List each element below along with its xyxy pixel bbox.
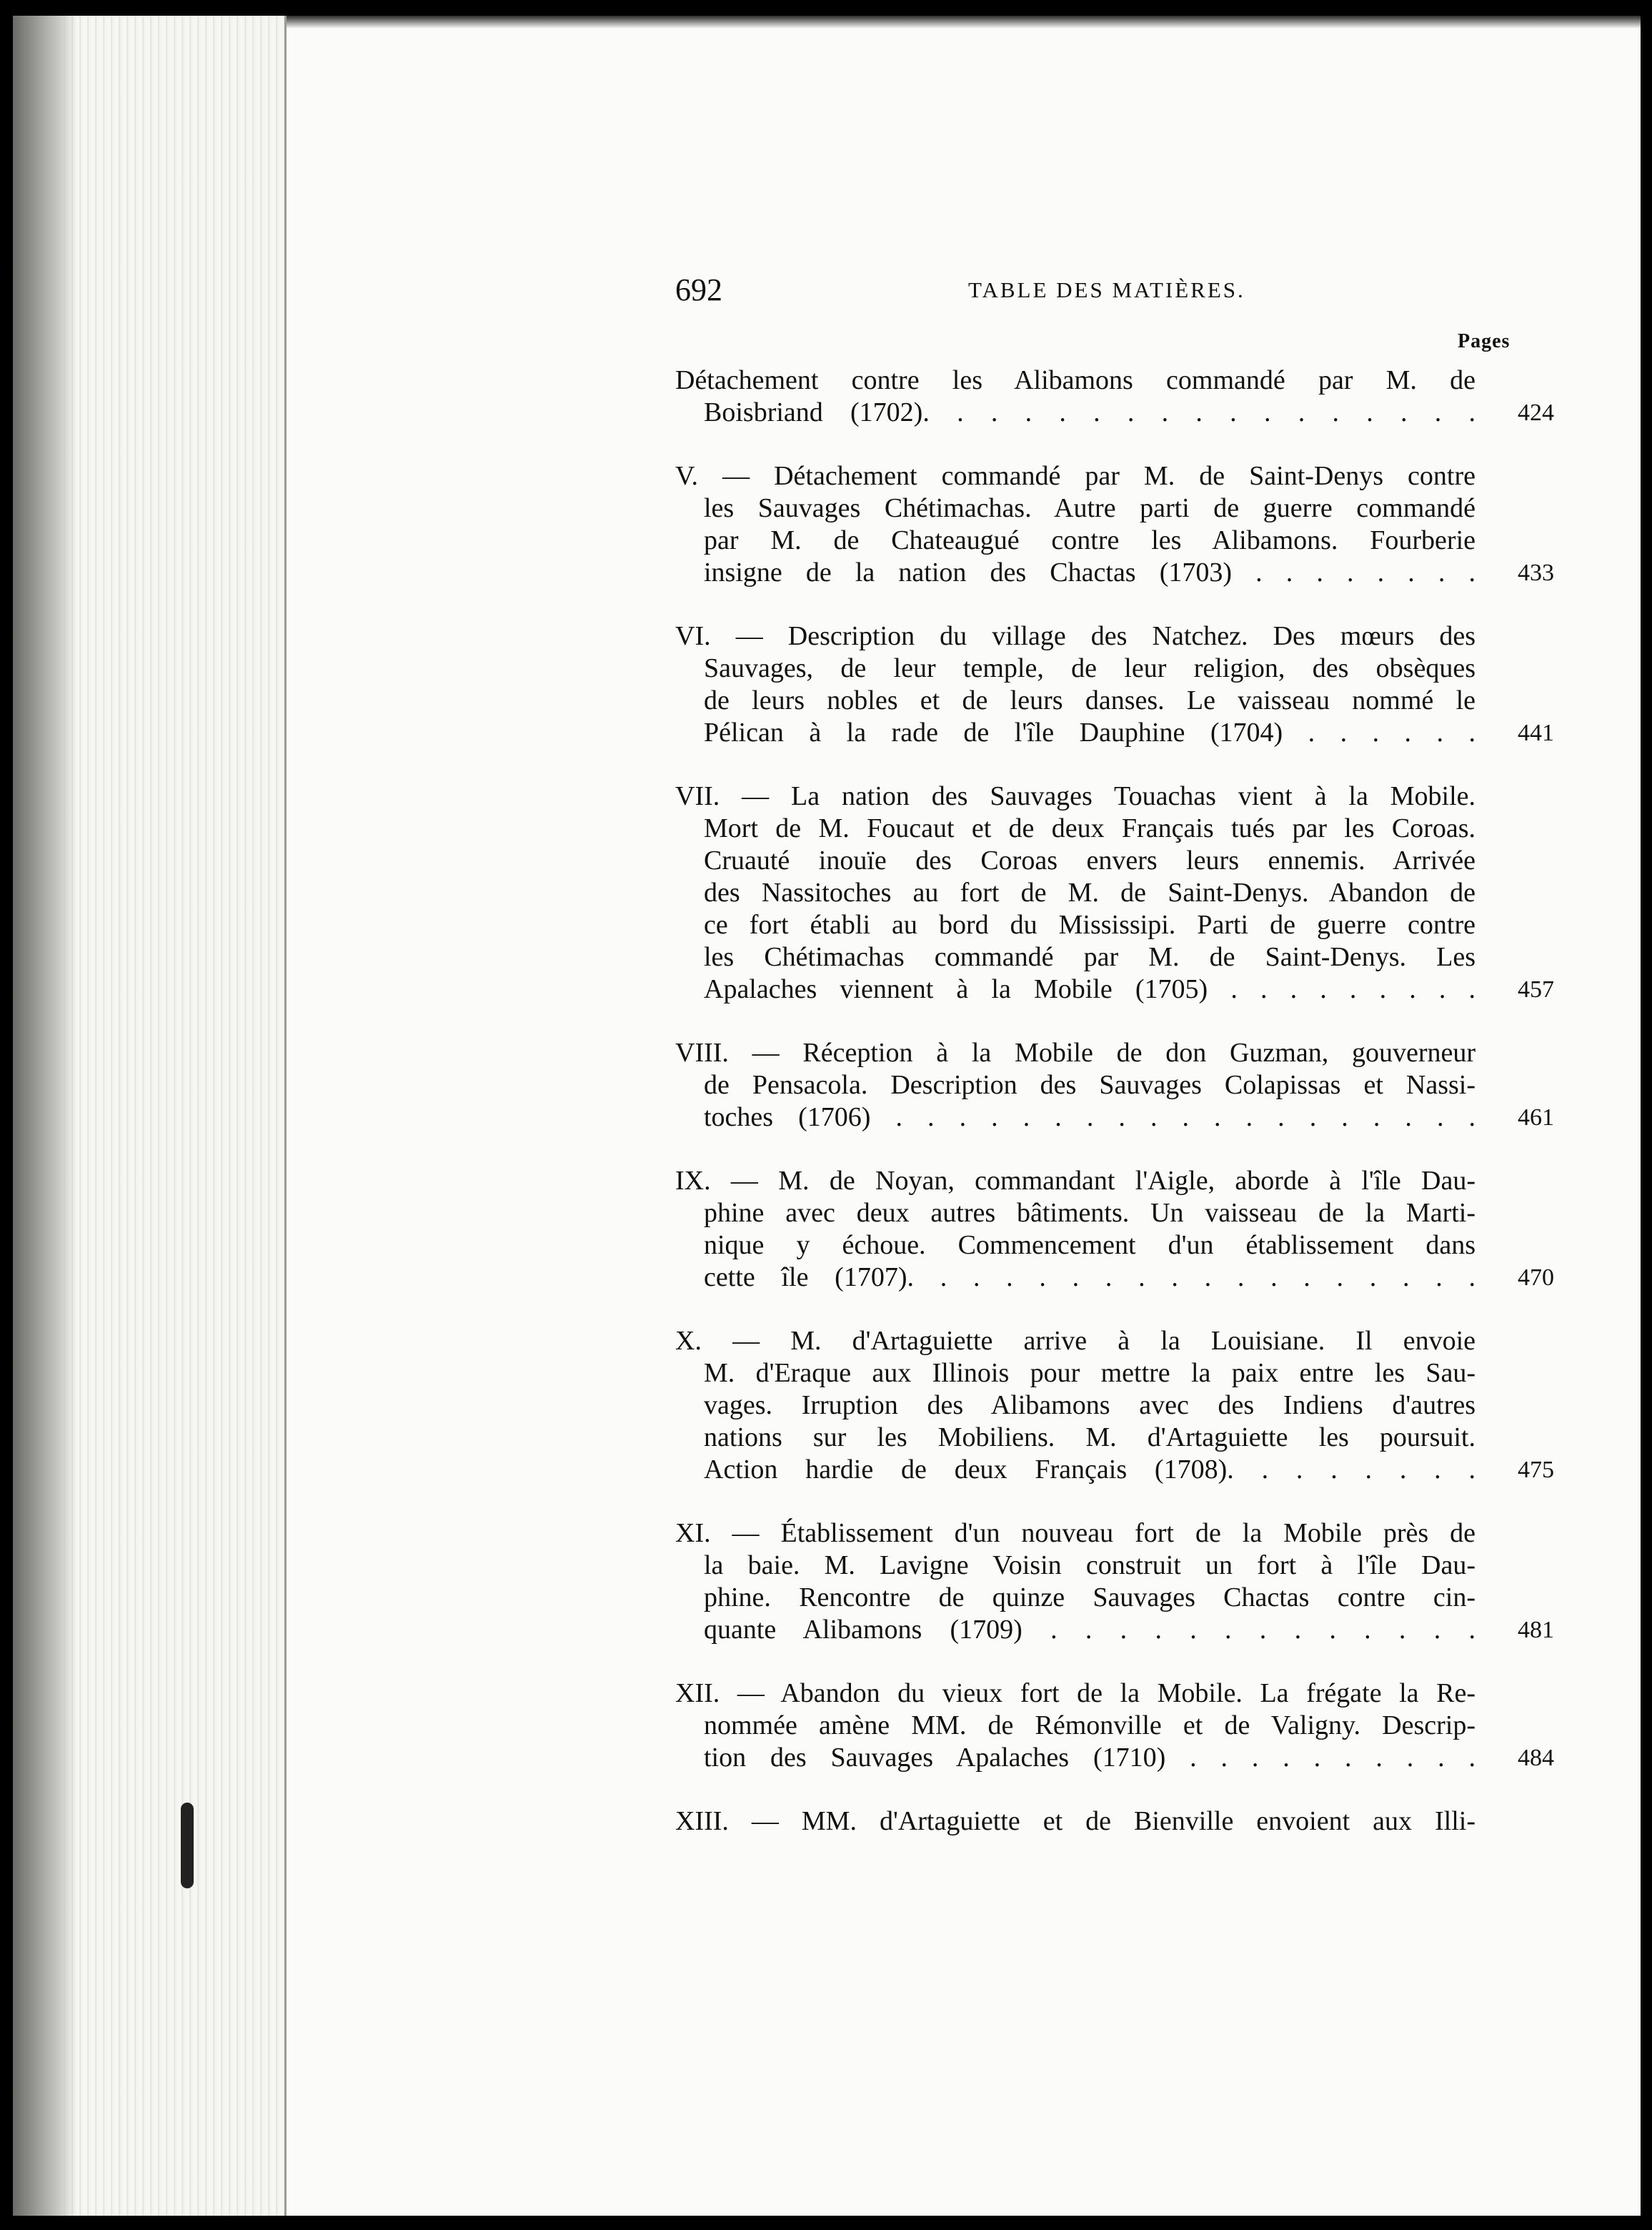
toc-line: phine avec deux autres bâtiments. Un vaisseau de la Marti-	[704, 1198, 1476, 1228]
toc-line: ce fort établi au bord du Mississipi. Parti de guerre contre	[704, 910, 1476, 940]
toc-line: nique y échoue. Commencement d'un établissement dans	[704, 1230, 1476, 1260]
toc-line: nations sur les Mobiliens. M. d'Artaguiette les poursuit.	[704, 1422, 1476, 1452]
toc-line: Action hardie de deux Français (1708). . . . . . . .	[704, 1455, 1476, 1485]
toc-entry	[675, 1325, 1554, 1486]
toc-entry	[675, 365, 1554, 429]
toc-line: toches (1706) . . . . . . . . . . . . . . . . . . .	[704, 1102, 1476, 1132]
toc-page-number: 461	[1518, 1104, 1554, 1131]
page-top-shadow	[213, 16, 1641, 29]
toc-entry	[675, 780, 1554, 1006]
toc-entry	[675, 1517, 1554, 1646]
toc-line: M. d'Eraque aux Illinois pour mettre la paix entre les Sau-	[704, 1358, 1476, 1388]
toc-line: tion des Sauvages Apalaches (1710) . . . . . . . . . .	[704, 1743, 1476, 1773]
toc-line: quante Alibamons (1709) . . . . . . . . . . . . .	[704, 1615, 1476, 1645]
gutter-mark	[181, 1803, 194, 1888]
toc-line: de Pensacola. Description des Sauvages Colapissas et Nassi-	[704, 1070, 1476, 1100]
toc-line: vages. Irruption des Alibamons avec des Indiens d'autres	[704, 1390, 1476, 1420]
toc-line: Pélican à la rade de l'île Dauphine (1704) . . . . . .	[704, 718, 1476, 748]
pages-column-label: Pages	[1458, 330, 1511, 352]
toc-line: XII. — Abandon du vieux fort de la Mobile. La frégate la Re-	[675, 1678, 1476, 1708]
toc-line: insigne de la nation des Chactas (1703) . . . . . . . .	[704, 558, 1476, 588]
toc-line: IX. — M. de Noyan, commandant l'Aigle, aborde à l'île Dau-	[675, 1166, 1476, 1196]
toc-page-number: 484	[1518, 1745, 1554, 1771]
toc-entry	[675, 1037, 1554, 1134]
page-number: 692	[675, 272, 722, 307]
toc-line: XI. — Établissement d'un nouveau fort de la Mobile près de	[675, 1518, 1476, 1548]
toc-page-number: 433	[1518, 560, 1554, 586]
toc-line: Boisbriand (1702). . . . . . . . . . . . . . . . .	[704, 397, 1476, 427]
toc-line: V. — Détachement commandé par M. de Saint-Denys contre	[675, 461, 1476, 491]
toc-entry	[675, 620, 1554, 749]
toc-entry	[675, 460, 1554, 589]
toc-line: VIII. — Réception à la Mobile de don Guzman, gouverneur	[675, 1038, 1476, 1068]
toc-line: Détachement contre les Alibamons commandé par M. de	[675, 365, 1476, 395]
table-of-contents	[675, 365, 1554, 1869]
toc-line: cette île (1707). . . . . . . . . . . . . . . . . .	[704, 1262, 1476, 1292]
page-header	[675, 272, 1490, 314]
toc-line: nommée amène MM. de Rémonville et de Valigny. Descrip-	[704, 1710, 1476, 1740]
toc-line: les Chétimachas commandé par M. de Saint-Denys. Les	[704, 942, 1476, 972]
toc-page-number: 470	[1518, 1264, 1554, 1291]
toc-line: Sauvages, de leur temple, de leur religion, des obsèques	[704, 653, 1476, 683]
toc-line: la baie. M. Lavigne Voisin construit un fort à l'île Dau-	[704, 1550, 1476, 1580]
toc-line: par M. de Chateaugué contre les Alibamons. Fourberie	[704, 525, 1476, 555]
toc-page-number: 441	[1518, 720, 1554, 746]
toc-entry	[675, 1805, 1554, 1838]
toc-line: VI. — Description du village des Natchez. Des mœurs des	[675, 621, 1476, 651]
toc-page-number: 424	[1518, 400, 1554, 426]
toc-line: des Nassitoches au fort de M. de Saint-Denys. Abandon de	[704, 878, 1476, 908]
toc-page-number: 481	[1518, 1617, 1554, 1643]
toc-entry	[675, 1678, 1554, 1774]
toc-entry	[675, 1165, 1554, 1294]
running-head: TABLE DES MATIÈRES.	[968, 277, 1245, 302]
toc-line: XIII. — MM. d'Artaguiette et de Bienville envoient aux Illi-	[675, 1806, 1476, 1836]
edge-shadow	[13, 16, 77, 2216]
toc-line: Mort de M. Foucaut et de deux Français tués par les Coroas.	[704, 813, 1476, 843]
toc-line: de leurs nobles et de leurs danses. Le vaisseau nommé le	[704, 685, 1476, 715]
toc-line: X. — M. d'Artaguiette arrive à la Louisiane. Il envoie	[675, 1326, 1476, 1356]
toc-page-number: 457	[1518, 976, 1554, 1003]
toc-line: Apalaches viennent à la Mobile (1705) . . . . . . . . .	[704, 974, 1476, 1004]
toc-line: phine. Rencontre de quinze Sauvages Chactas contre cin-	[704, 1582, 1476, 1612]
toc-line: VII. — La nation des Sauvages Touachas vient à la Mobile.	[675, 781, 1476, 811]
toc-line: les Sauvages Chétimachas. Autre parti de guerre commandé	[704, 493, 1476, 523]
toc-page-number: 475	[1518, 1457, 1554, 1483]
toc-line: Cruauté inouïe des Coroas envers leurs ennemis. Arrivée	[704, 846, 1476, 876]
